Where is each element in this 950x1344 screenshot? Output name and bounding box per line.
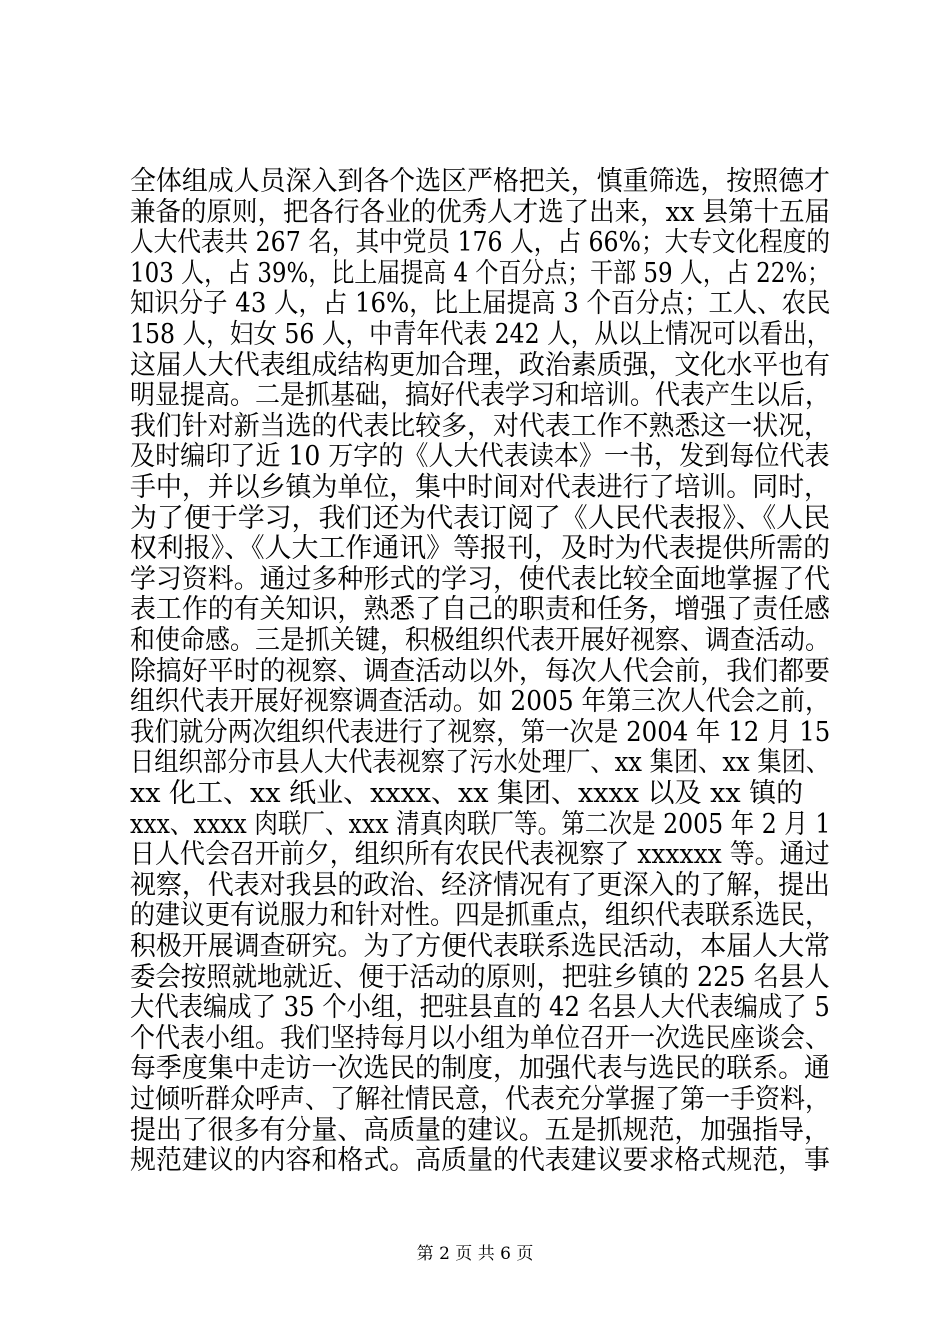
text-line: 规范建议的内容和格式。高质量的代表建议要求格式规范，事 [130, 1145, 830, 1177]
text-line: 除搞好平时的视察、调查活动以外，每次人代会前，我们都要 [130, 655, 830, 687]
text-line: 兼备的原则，把各行各业的优秀人才选了出来，xx 县第十五届 [130, 196, 831, 228]
text-line: 表工作的有关知识，熟悉了自己的职责和任务，增强了责任感 [130, 594, 830, 626]
text-line: 的建议更有说服力和针对性。四是抓重点，组织代表联系选民， [130, 900, 830, 932]
text-line: 为了便于学习，我们还为代表订阅了《人民代表报》、《人民 [130, 502, 831, 534]
text-line: 全体组成人员深入到各个选区严格把关，慎重筛选，按照德才 [130, 166, 830, 197]
text-line: 158 人，妇女 56 人，中青年代表 242 人，从以上情况可以看出， [130, 319, 831, 350]
text-line: 每季度集中走访一次选民的制度，加强代表与选民的联系。通 [130, 1053, 830, 1085]
text-line: 我们就分两次组织代表进行了视察，第一次是 2004 年 12 月 15 [130, 716, 831, 748]
text-line: 大代表编成了 35 个小组，把驻县直的 42 名县人大代表编成了 5 [130, 992, 830, 1024]
text-line: 人大代表共 267 名，其中党员 176 人，占 66%；大专文化程度的 [130, 227, 830, 259]
text-line: 日组织部分市县人大代表视察了污水处理厂、xx 集团、xx 集团、 [130, 747, 831, 779]
text-line: 权利报》、《人大工作通讯》等报刊，及时为代表提供所需的 [130, 533, 831, 565]
text-line: 委会按照就地就近、便于活动的原则，把驻乡镇的 225 名县人 [130, 961, 830, 993]
text-line: 和使命感。三是抓关键，积极组织代表开展好视察、调查活动。 [130, 625, 830, 656]
text-line: xxx、xxxx 肉联厂、xxx 清真肉联厂等。第二次是 2005 年 2 月 1 [130, 808, 831, 840]
text-line: 提出了很多有分量、高质量的建议。五是抓规范，加强指导， [130, 1114, 830, 1146]
text-line: 及时编印了近 10 万字的《人大代表读本》一书，发到每位代表 [130, 441, 830, 473]
text-line: 我们针对新当选的代表比较多，对代表工作不熟悉这一状况， [130, 410, 830, 442]
text-line: 学习资料。通过多种形式的学习，使代表比较全面地掌握了代 [130, 563, 830, 595]
page-number-label: 第 2 页 共 6 页 [416, 1244, 534, 1264]
text-line: 103 人，占 39%，比上届提高 4 个百分点；干部 59 人，占 22%； [130, 257, 831, 289]
text-line: 手中，并以乡镇为单位，集中时间对代表进行了培训。同时， [130, 472, 830, 503]
text-line: 个代表小组。我们坚持每月以小组为单位召开一次选民座谈会、 [130, 1022, 830, 1054]
text-line: 知识分子 43 人，占 16%，比上届提高 3 个百分点；工人、农民 [130, 288, 831, 320]
text-line: 过倾听群众呼声、了解社情民意，代表充分掌握了第一手资料， [130, 1084, 830, 1115]
text-line: 组织代表开展好视察调查活动。如 2005 年第三次人代会之前， [130, 686, 830, 718]
page-footer [0, 1243, 950, 1265]
text-line: 明显提高。二是抓基础，搞好代表学习和培训。代表产生以后， [130, 380, 830, 412]
text-line: 日人代会召开前夕，组织所有农民代表视察了 xxxxxx 等。通过 [130, 839, 830, 871]
text-line: xx 化工、xx 纸业、xxxx、xx 集团、xxxx 以及 xx 镇的 [130, 778, 804, 809]
text-line: 这届人大代表组成结构更加合理，政治素质强，文化水平也有 [130, 349, 830, 381]
text-line: 积极开展调查研究。为了方便代表联系选民活动，本届人大常 [130, 931, 830, 962]
text-line: 视察，代表对我县的政治、经济情况有了更深入的了解，提出 [130, 869, 830, 901]
